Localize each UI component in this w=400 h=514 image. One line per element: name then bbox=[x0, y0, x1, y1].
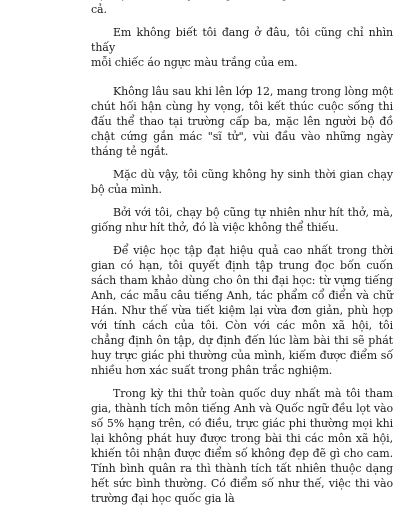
paragraph: Để việc học tập đạt hiệu quả cao nhất trong thời gian có hạn, tôi quyết định tập trung đọc bốn cuốn sách tham khảo dùng cho ôn thi đại học: từ vựng tiếng Anh, các mẫu câu tiếng Anh, tác phẩm cổ điển và chữ Hán. Như thế vừa tiết kiệm lại vừa đơn giản, phù hợp với tính cách của tôi. Còn với các môn xã hội, tôi chẳng định ôn tập, dự định đến lúc làm bài thi sẽ phát huy trực giác phi thường của mình, kiếm được điểm số nhiều hơn xác suất trong phân trắc nghiệm. bbox=[91, 244, 393, 377]
paragraph-fragment-top: cả. bbox=[91, 3, 107, 16]
body-text bbox=[91, 0, 393, 514]
paragraph: Không lâu sau khi lên lớp 12, mang trong lòng một chút hối hận cùng hy vọng, tôi kết thúc cuộc sống thi đấu thể thao tại trường cấp ba, mặc lên người bộ đồ chật cứng gắn mác "sĩ tử", vùi đầu vào những ngày tháng tẻ ngắt. bbox=[91, 85, 393, 158]
paragraph-continuation: mỗi chiếc áo ngực màu trắng của em. bbox=[91, 56, 298, 69]
paragraph: Trong kỳ thi thử toàn quốc duy nhất mà tôi tham gia, thành tích môn tiếng Anh và Quốc ngữ đều lọt vào số 5% hạng trên, có điều, trực giác phi thường mọi khi lại không phát huy được trong bài thi các môn xã hội, khiến tôi nhận được điểm số không đẹp đẽ gì cho cam. Tính bình quân ra thì thành tích tất nhiên thuộc dạng hết sức bình thường. Có điểm số như thế, việc thi vào trường đại học quốc gia là bbox=[91, 387, 393, 505]
paragraph: Em không biết tôi đang ở đâu, tôi cũng chỉ nhìn thấy bbox=[91, 26, 393, 54]
paragraph: Mặc dù vậy, tôi cũng không hy sinh thời gian chạy bộ của mình. bbox=[91, 168, 393, 196]
paragraph: Bởi với tôi, chạy bộ cũng tự nhiên như hít thở, mà, giống như hít thở, đó là việc không thể thiếu. bbox=[91, 206, 393, 234]
